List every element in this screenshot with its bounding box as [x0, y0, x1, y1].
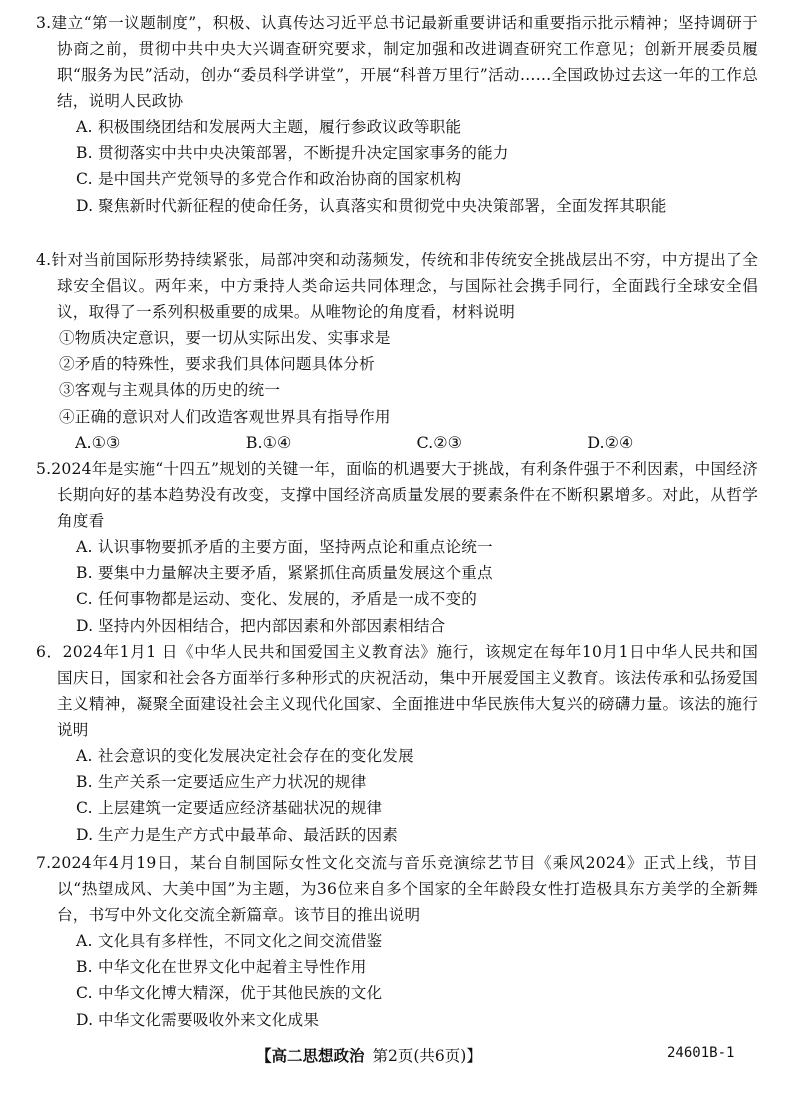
question-stem: 7.2024年4月19日，某台自制国际女性文化交流与音乐竞演综艺节目《乘风2024》正式上线，节目以“热望成风、大美中国”为主题，为36位来自多个国家的全年龄段女性打造极具东方美学的全新舞台，书写中外文化交流全新篇章。该节目的推出说明	[36, 854, 758, 924]
option-c[interactable]	[36, 795, 758, 821]
option-label: A.	[76, 747, 93, 765]
statement-4: ④正确的意识对人们改造客观世界具有指导作用	[59, 407, 391, 426]
question-4	[36, 247, 758, 456]
statement-3: ③客观与主观具体的历史的统一	[59, 381, 281, 400]
choice-row	[36, 430, 758, 456]
option-label: D.	[76, 196, 94, 215]
question-stem: 5.2024年是实施“十四五”规划的关键一年，面临的机遇要大于挑战，有利条件强于不利因素，中国经济长期向好的基本趋势没有改变，支撑中国经济高质量发展的要素条件在不断积累增多。对此，从哲学角度看	[36, 460, 758, 530]
option-text: 生产力是生产方式中最革命、最活跃的因素	[98, 825, 399, 844]
question-stem: 4.针对当前国际形势持续紧张，局部冲突和动荡频发，传统和非传统安全挑战层出不穷，中方提出了全球安全倡议。两年来，中方秉持人类命运共同体理念，与国际社会携手同行，全面践行全球安全倡议，取得了一系列积极重要的成果。从唯物论的角度看，材料说明	[36, 251, 758, 321]
option-text: 生产关系一定要适应生产力状况的规律	[98, 773, 367, 792]
option-label: C.	[76, 799, 93, 818]
footer-page-number: 第2页(共6页)】	[372, 1047, 482, 1065]
statement-list	[36, 325, 758, 430]
option-b[interactable]	[36, 769, 758, 795]
option-text: 坚持内外因相结合，把内部因素和外部因素相结合	[98, 616, 446, 635]
option-label: B.	[76, 958, 93, 977]
option-c[interactable]	[36, 586, 758, 612]
question-3	[36, 10, 758, 219]
option-label: B.	[76, 144, 93, 163]
option-text: 要集中力量解决主要矛盾，紧紧抓住高质量发展这个重点	[98, 564, 493, 583]
option-label: B.	[76, 773, 93, 792]
option-label: C.	[76, 984, 93, 1003]
option-label: B.	[76, 564, 93, 583]
option-text: 认识事物要抓矛盾的主要方面，坚持两点论和重点论统一	[98, 538, 493, 556]
option-d[interactable]	[36, 1007, 758, 1033]
option-c[interactable]	[36, 980, 758, 1006]
option-label: A.	[76, 538, 93, 556]
page-footer	[0, 1044, 794, 1068]
option-d[interactable]	[36, 193, 758, 219]
option-a[interactable]	[36, 743, 758, 769]
option-label: C.	[76, 170, 93, 189]
option-d[interactable]	[36, 613, 758, 639]
option-text: 贯彻落实中共中央决策部署，不断提升决定国家事务的能力	[98, 144, 509, 163]
choice-c[interactable]: C.②③	[416, 432, 462, 452]
option-text: 是中国共产党领导的多党合作和政治协商的国家机构	[98, 170, 462, 189]
question-stem: 6．2024年1月1 日《中华人民共和国爱国主义教育法》施行，该规定在每年10月1日中华人民共和国国庆日，国家和社会各方面举行多种形式的庆祝活动，集中开展爱国主义教育。该法传承和弘扬爱国主义精神，凝聚全面建设社会主义现代化国家、全面推进中华民族伟大复兴的磅礴力量。该法的施行说明	[36, 643, 758, 739]
option-d[interactable]	[36, 822, 758, 848]
option-label: D.	[76, 1010, 94, 1029]
question-stem: 3.建立“第一议题制度”，积极、认真传达习近平总书记最新重要讲话和重要指示批示精神；坚持调研于协商之前，贯彻中共中央大兴调查研究要求，制定加强和改进调查研究工作意见；创新开展委员履职“服务为民”活动，创办“委员科学讲堂”，开展“科普万里行”活动……全国政协过去这一年的工作总结，说明人民政协	[36, 14, 758, 110]
option-label: C.	[76, 590, 93, 609]
option-list	[36, 928, 758, 1033]
option-c[interactable]	[36, 166, 758, 192]
option-text: 社会意识的变化发展决定社会存在的变化发展	[98, 747, 414, 765]
option-list	[36, 534, 758, 639]
footer-title	[256, 1044, 482, 1066]
option-b[interactable]	[36, 140, 758, 166]
choice-b[interactable]: B.①④	[245, 432, 292, 452]
question-7	[36, 850, 758, 1033]
question-5	[36, 456, 758, 639]
option-label: D.	[76, 616, 94, 635]
option-b[interactable]	[36, 954, 758, 980]
option-list	[36, 114, 758, 219]
option-text: 中华文化在世界文化中起着主导性作用	[98, 958, 367, 977]
statement-2: ②矛盾的特殊性，要求我们具体问题具体分析	[59, 355, 375, 374]
question-6	[36, 639, 758, 848]
option-text: 中华文化博大精深，优于其他民族的文化	[98, 984, 383, 1003]
option-a[interactable]	[36, 928, 758, 954]
option-b[interactable]	[36, 560, 758, 586]
option-text: 中华文化需要吸收外来文化成果	[98, 1010, 320, 1029]
footer-subject: 【高二思想政治	[256, 1046, 365, 1065]
option-label: A.	[76, 118, 93, 136]
choice-d[interactable]: D.②④	[587, 432, 634, 452]
option-text: 文化具有多样性，不同文化之间交流借鉴	[98, 932, 383, 950]
option-a[interactable]	[36, 114, 758, 140]
option-text: 任何事物都是运动、变化、发展的，矛盾是一成不变的	[98, 590, 478, 609]
option-text: 积极围绕团结和发展两大主题，履行参政议政等职能	[98, 118, 462, 136]
option-a[interactable]	[36, 534, 758, 560]
option-text: 聚焦新时代新征程的使命任务，认真落实和贯彻党中央决策部署，全面发挥其职能	[98, 196, 667, 215]
footer-exam-code: 24601B-1	[667, 1045, 735, 1061]
option-list	[36, 743, 758, 848]
option-text: 上层建筑一定要适应经济基础状况的规律	[98, 799, 383, 818]
choice-a[interactable]: A.①③	[75, 432, 121, 452]
option-label: A.	[76, 932, 93, 950]
statement-1: ①物质决定意识，要一切从实际出发、实事求是	[59, 329, 391, 347]
option-label: D.	[76, 825, 94, 844]
